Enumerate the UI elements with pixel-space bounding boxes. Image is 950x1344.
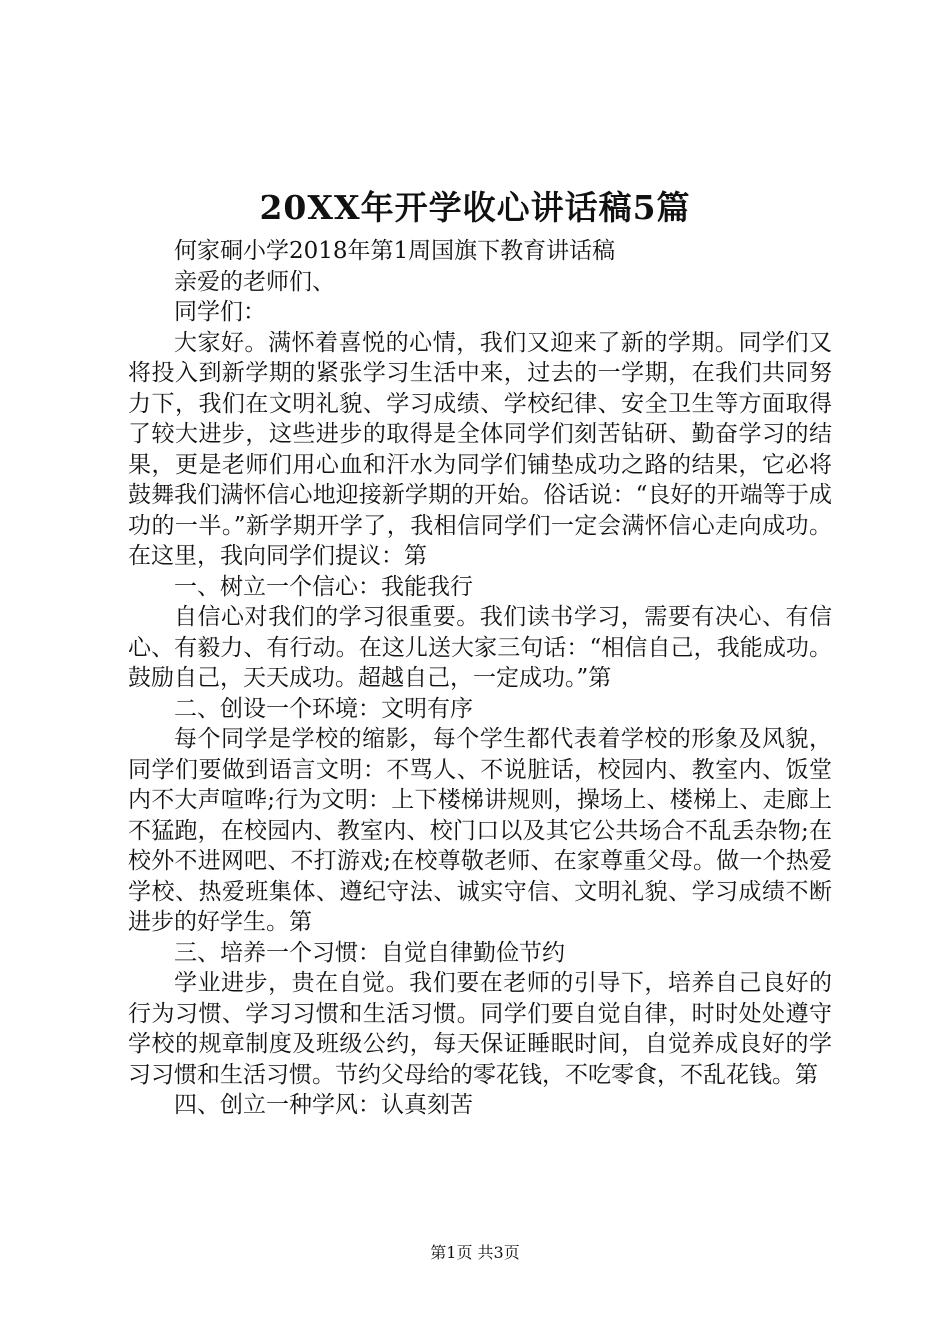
- paragraph-opening: 大家好。满怀着喜悦的心情，我们又迎来了新的学期。同学们又将投入到新学期的紧张学习生活中来，过去的一学期，在我们共同努力下，我们在文明礼貌、学习成绩、学校纪律、安全卫生等方面取得了较大进步，这些进步的取得是全体同学们刻苦钻研、勤奋学习的结果，更是老师们用心血和汗水为同学们铺垫成功之路的结果，它必将鼓舞我们满怀信心地迎接新学期的开始。俗话说：“良好的开端等于成功的一半。”新学期开学了，我相信同学们一定会满怀信心走向成功。在这里，我向同学们提议：第: [128, 329, 832, 569]
- section-heading-2: 二、创设一个环境：文明有序: [174, 695, 473, 722]
- section-heading-4: 四、创立一种学风：认真刻苦: [174, 1092, 473, 1118]
- document-body: [128, 236, 832, 1121]
- paragraph-section-2: 每个同学是学校的缩影，每个学生都代表着学校的形象及风貌，同学们要做到语言文明：不骂人、不说脏话，校园内、教室内、饭堂内不大声喧哗;行为文明：上下楼梯讲规则，操场上、楼梯上、走廊上不猛跑，在校园内、教室内、校门口以及其它公共场合不乱丢杂物;在校外不进网吧、不打游戏;在校尊敬老师、在家尊重父母。做一个热爱学校、热爱班集体、遵纪守法、诚实守信、文明礼貌、学习成绩不断进步的好学生。第: [128, 726, 832, 935]
- page-footer: 第1页 共3页: [430, 1243, 520, 1262]
- paragraph-greeting-students: 同学们：: [174, 299, 266, 325]
- document-title: 20XX年开学收心讲话稿5篇: [259, 188, 691, 227]
- paragraph-section-1: 自信心对我们的学习很重要。我们读书学习，需要有决心、有信心、有毅力、有行动。在这儿送大家三句话：“相信自己，我能成功。鼓励自己，天天成功。超越自己，一定成功。”第: [128, 604, 832, 691]
- paragraph-section-3: 学业进步，贵在自觉。我们要在老师的引导下，培养自己良好的行为习惯、学习习惯和生活习惯。同学们要自觉自律，时时处处遵守学校的规章制度及班级公约，每天保证睡眠时间，自觉养成良好的学习习惯和生活习惯。节约父母给的零花钱，不吃零食，不乱花钱。第: [128, 970, 832, 1088]
- section-heading-3: 三、培养一个习惯：自觉自律勤俭节约: [174, 939, 565, 966]
- paragraph-greeting-teachers: 亲爱的老师们、: [174, 268, 335, 295]
- section-heading-1: 一、树立一个信心：我能我行: [174, 573, 473, 600]
- paragraph-intro-line: 何家硐小学2018年第1周国旗下教育讲话稿: [174, 238, 616, 264]
